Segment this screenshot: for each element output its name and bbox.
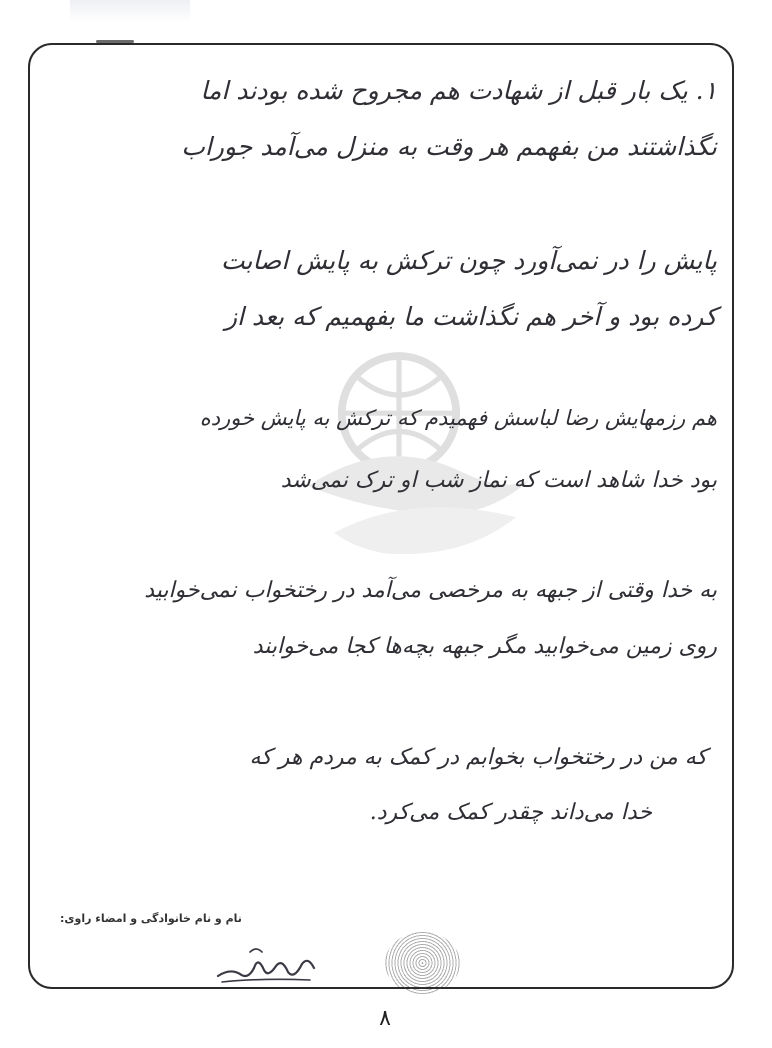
handwritten-line: روی زمین می‌خوابید مگر جبهه بچه‌ها کجا می‌خوابند — [252, 634, 717, 659]
handwritten-line: پایش را در نمی‌آورد چون ترکش به پایش اصابت — [221, 246, 717, 275]
scan-artifact — [70, 0, 190, 22]
handwritten-line: به خدا وقتی از جبهه به مرخصی می‌آمد در رختخواب نمی‌خوابید — [144, 578, 717, 603]
handwritten-line: که من در رختخواب بخوابم در کمک به مردم هر که — [249, 745, 707, 770]
handwritten-line: کرده بود و آخر هم نگذاشت ما بفهمیم که بعد از — [224, 302, 717, 331]
handwritten-line: نگذاشتند من بفهمم هر وقت به منزل می‌آمد جوراب — [181, 132, 717, 161]
page-number: ۸ — [379, 1006, 391, 1031]
handwritten-line: هم رزمهایش رضا لباسش فهمیدم که ترکش به پایش خورده — [199, 406, 717, 430]
handwritten-line: ۱. یک بار قبل از شهادت هم مجروح شده بودند اما — [200, 76, 717, 105]
fingerprint-stamp — [385, 932, 460, 994]
signature-icon — [210, 938, 320, 990]
handwritten-line: خدا می‌داند چقدر کمک می‌کرد. — [369, 800, 652, 825]
watermark-emblem-icon — [282, 330, 542, 590]
handwritten-line: بود خدا شاهد است که نماز شب او ترک نمی‌شد — [280, 468, 717, 493]
narrator-signature-label: نام و نام خانوادگی و امضاء راوی: — [60, 912, 242, 925]
